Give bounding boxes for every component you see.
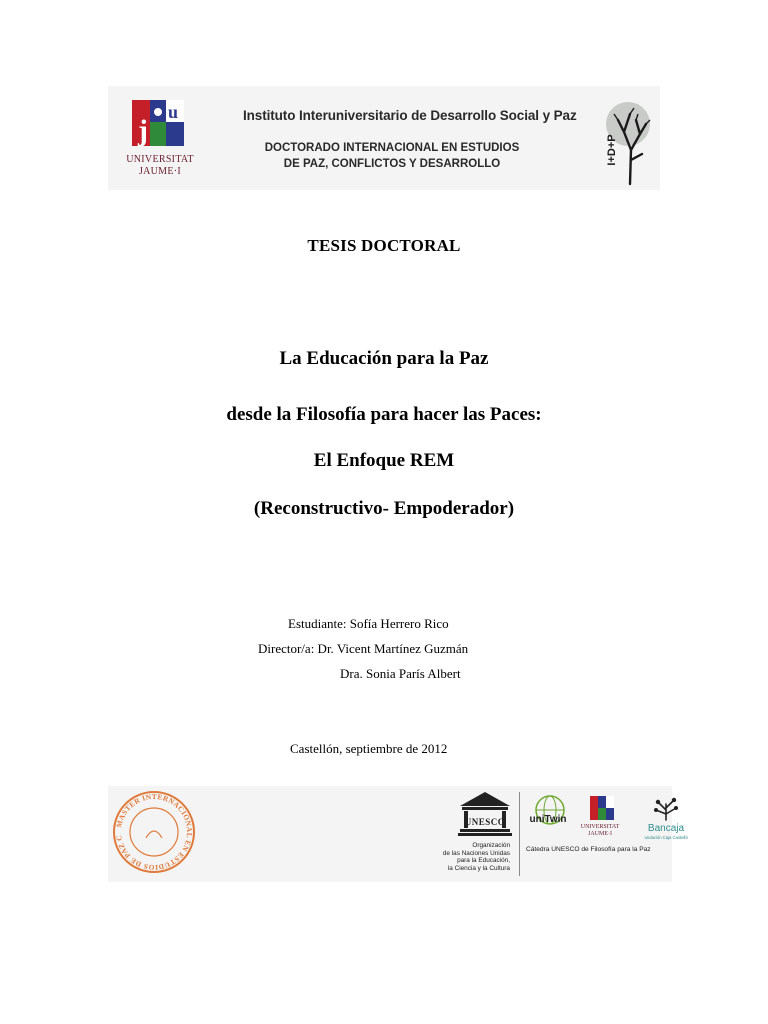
master-seal-logo [110,788,198,876]
unesco-caption [408,842,510,872]
svg-text:j: j [138,114,148,147]
bancaja-tree-icon [644,796,688,842]
svg-text:u: u [168,102,179,122]
doctorate-line-1: DOCTORADO INTERNACIONAL EN ESTUDIOS [264,142,520,154]
unesco-caption-line-2: de las Naciones Unidas [442,849,510,857]
tree-icon [594,100,654,186]
uji-small-logo [578,794,622,838]
uji-emblem-icon [118,94,202,154]
unesco-logo [458,790,512,838]
catedra-unesco-label: Cátedra UNESCO de Filosofía para la Paz [526,846,651,853]
unesco-word: UNESCO [464,817,506,827]
student-name: Estudiante: Sofía Herrero Rico [288,616,449,631]
codirector-name: Dra. Sonia París Albert [340,666,461,681]
unesco-caption-line-4: la Ciencia y la Cultura [447,864,510,872]
seal-icon [110,788,198,876]
idp-label: I+D+P [606,134,618,166]
unesco-caption-line-1: Organización [472,842,510,849]
footer-divider [519,792,520,876]
header-banner [108,86,660,190]
thesis-title-line-1: La Educación para la Paz [279,348,489,369]
uji-small-emblem-icon [578,794,622,838]
unitwin-logo [524,792,572,836]
thesis-title-line-4: (Reconstructivo- Empoderador) [253,498,515,519]
master-seal-text: MASTER INTERNACIONAL EN ESTUDIOS DE PAZ C [114,791,195,873]
idp-logo [594,100,654,186]
universitat-jaume-i-logo [118,94,202,180]
director-name: Director/a: Dr. Vicent Martínez Guzmán [258,641,469,656]
doctorate-program [234,140,550,172]
unesco-caption-line-3: para la Educación, [457,857,510,865]
doctorate-line-2: DE PAZ, CONFLICTOS Y DESARROLLO [283,158,501,170]
svg-text:MASTER INTERNACIONAL EN ESTUDI [110,788,194,872]
uji-small-line2: JAUME·I [588,831,612,837]
unesco-temple-icon [458,790,512,838]
bancaja-logo [644,796,688,842]
unitwin-globe-icon [524,792,572,836]
thesis-title-line-3: El Enfoque REM [313,450,455,471]
uji-name-line2: JAUME·I [138,166,182,177]
document-type: TESIS DOCTORAL [307,236,461,255]
place-and-date: Castellón, septiembre de 2012 [290,741,448,756]
thesis-title-line-2: desde la Filosofía para hacer las Paces: [226,404,542,425]
unitwin-label: uniTwin [529,814,567,825]
footer-banner [108,786,688,882]
bancaja-label: Bancaja [647,823,685,834]
institute-title: Instituto Interuniversitario de Desarrollo Social y Paz [243,108,577,123]
uji-name-line1: UNIVERSITAT [126,154,194,165]
uji-small-line1: UNIVERSITAT [580,824,620,830]
bancaja-subtitle: Fundación Caja Castellón [644,835,688,840]
